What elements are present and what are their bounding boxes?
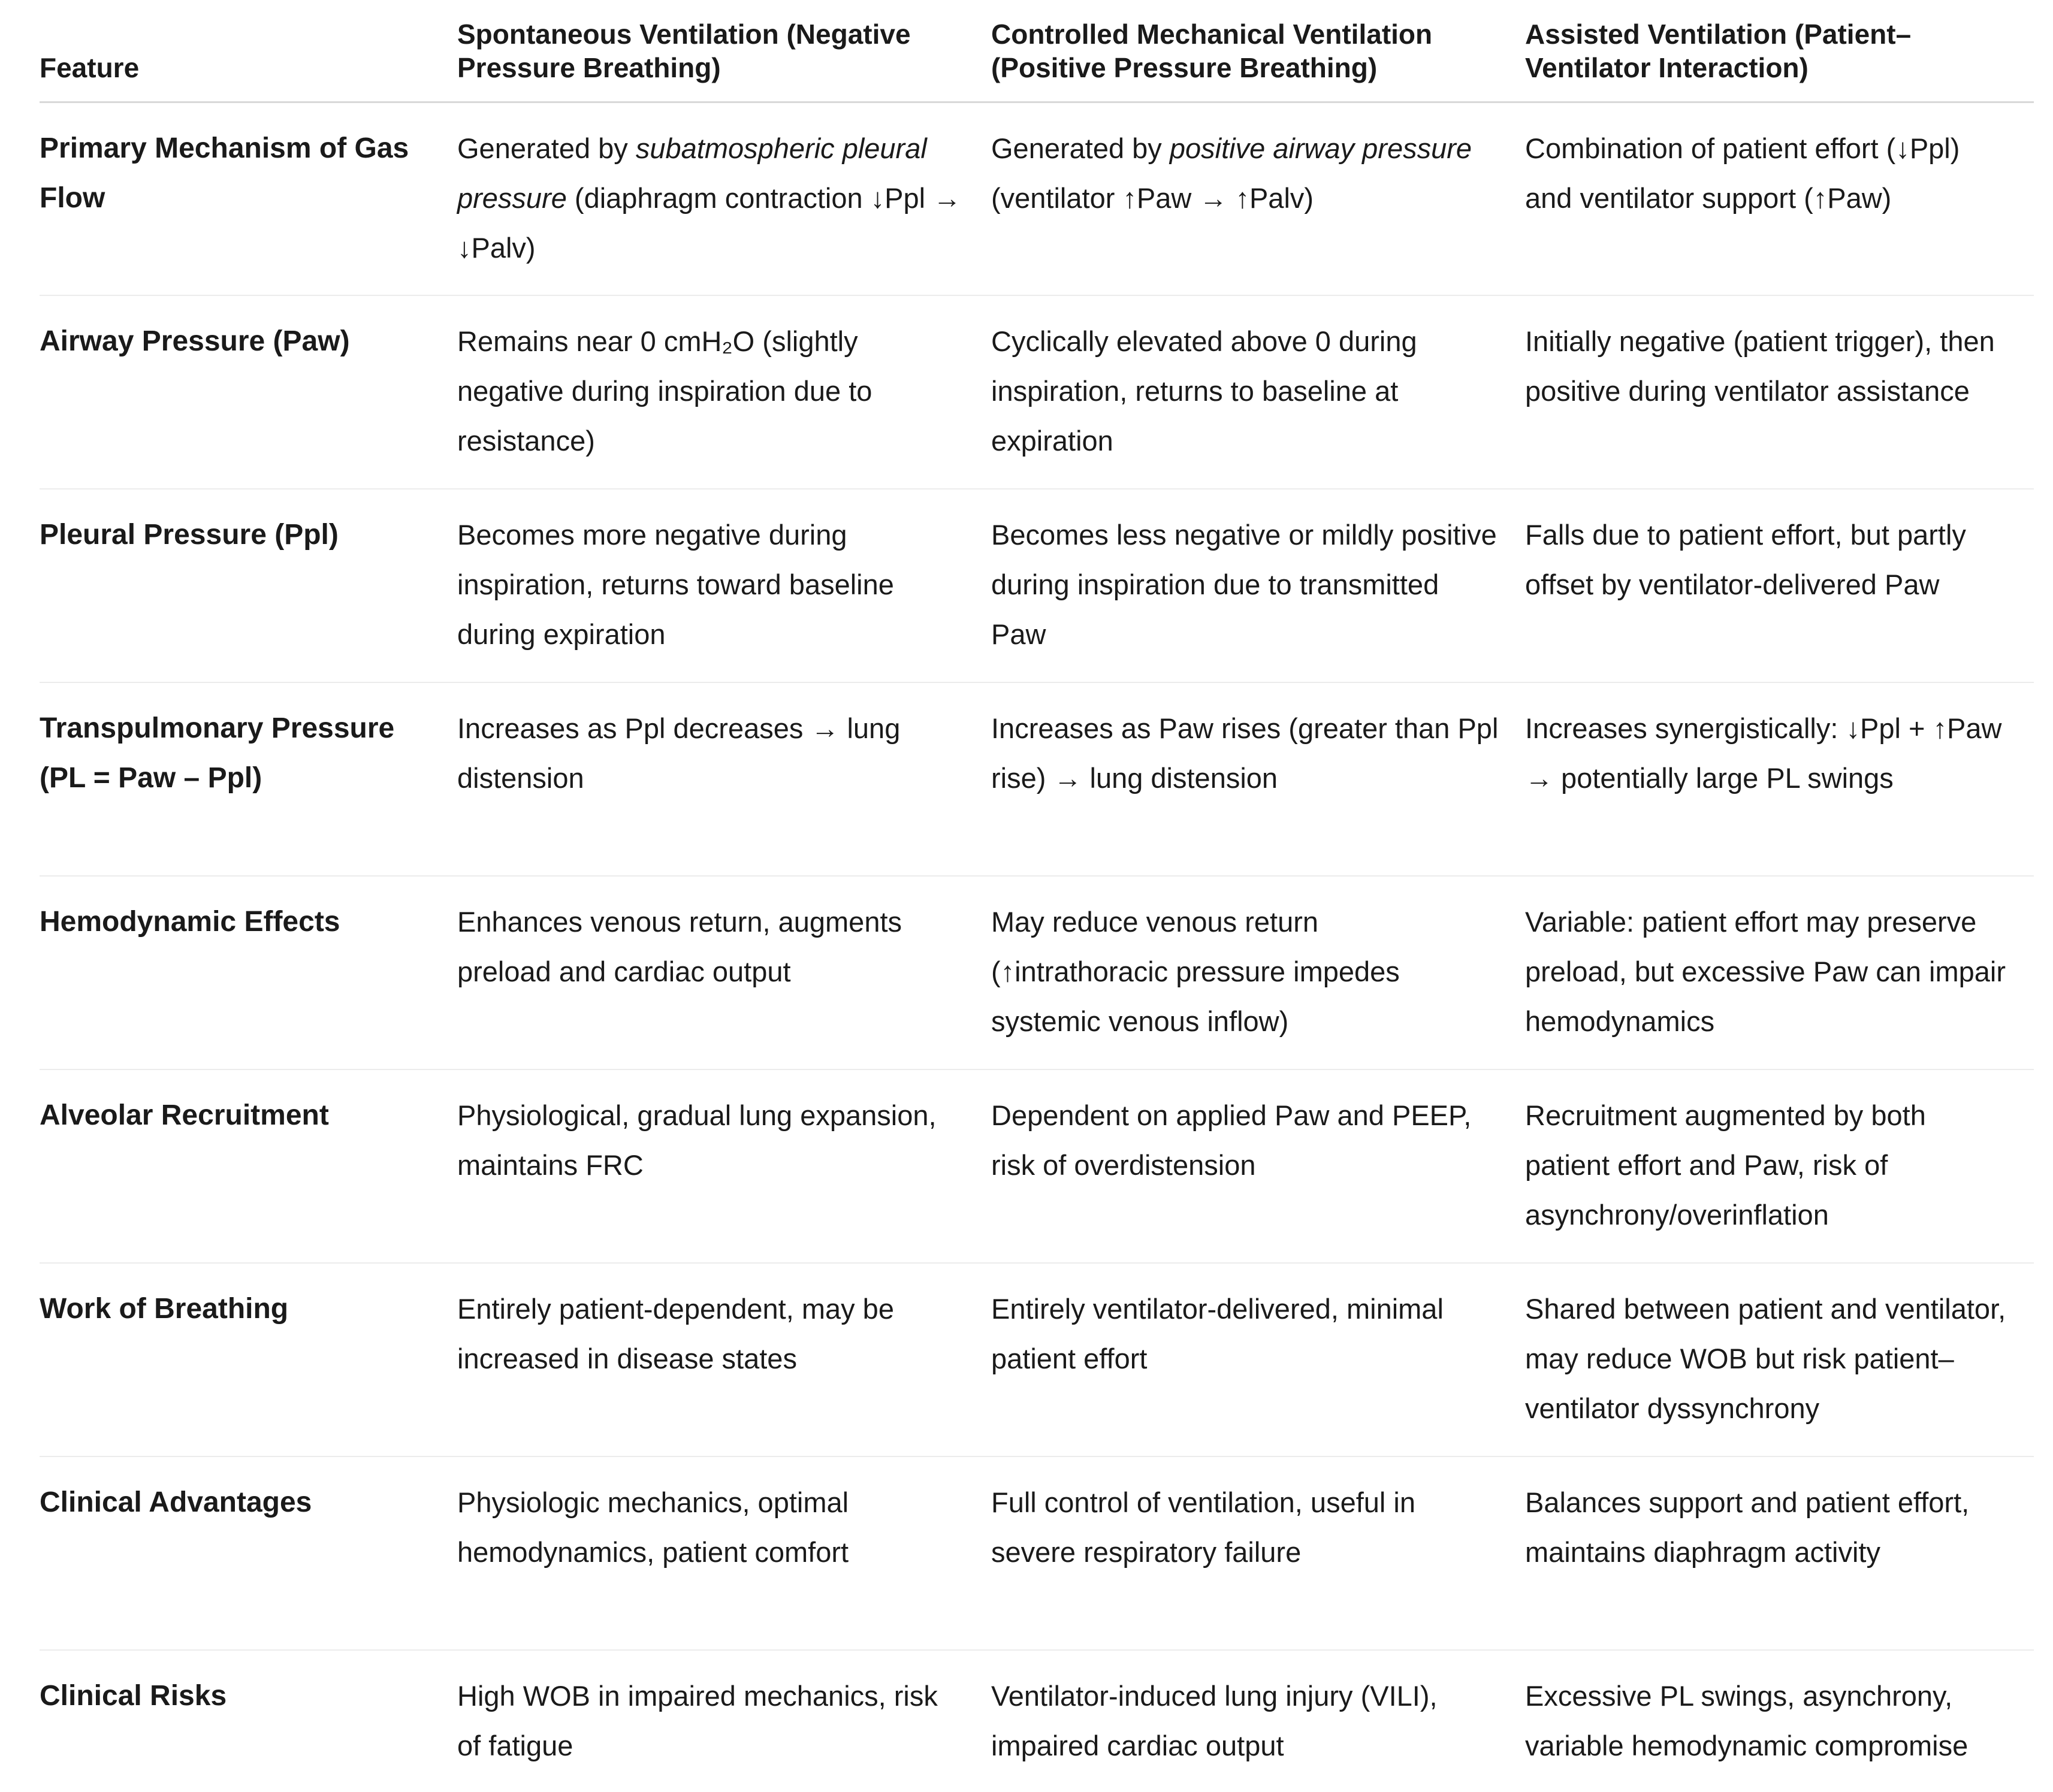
table-body [40,102,2034,1792]
table-row [40,489,2034,682]
table-row [40,295,2034,489]
cell-text: (ventilator ↑Paw → ↑Palv) [991,182,1314,214]
feature-cell: Clinical Risks [40,1680,227,1712]
spontaneous-cell: Enhances venous return, augments preload and cardiac output [457,876,991,1069]
header-row [40,0,2034,102]
controlled-cell: Increases as Paw rises (greater than Ppl rise) → lung distension [991,682,1525,876]
spontaneous-cell: Physiological, gradual lung expansion, maintains FRC [457,1069,991,1263]
controlled-cell: Entirely ventilator-delivered, minimal patient effort [991,1263,1525,1456]
spontaneous-cell: Becomes more negative during inspiration, returns toward baseline during expiration [457,489,991,682]
feature-cell: Transpulmonary Pressure (PL = Paw – Ppl) [40,682,457,876]
assisted-cell: Initially negative (patient trigger), then positive during ventilator assistance [1525,295,2034,489]
table-row [40,1650,2034,1792]
controlled-cell: Dependent on applied Paw and PEEP, risk of overdistension [991,1069,1525,1263]
assisted-cell: Excessive PL swings, asynchrony, variable hemodynamic compromise [1525,1680,1969,1761]
ventilation-comparison-table [40,0,2034,1792]
table-row [40,1456,2034,1650]
assisted-cell: Increases synergistically: ↓Ppl + ↑Paw → potentially large PL swings [1525,682,2034,876]
spontaneous-cell: High WOB in impaired mechanics, risk of fatigue [457,1680,938,1761]
feature-cell: Clinical Advantages [40,1456,457,1650]
spontaneous-cell: Physiologic mechanics, optimal hemodynamics, patient comfort [457,1456,991,1650]
table-header [40,0,2034,102]
feature-cell: Primary Mechanism of Gas Flow [40,102,457,295]
assisted-cell: Variable: patient effort may preserve preload, but excessive Paw can impair hemodynamics [1525,876,2034,1069]
cell-emphasis: positive airway pressure [1169,132,1472,164]
controlled-cell: May reduce venous return (↑intrathoracic pressure impedes systemic venous inflow) [991,876,1525,1069]
assisted-cell: Combination of patient effort (↓Ppl) and ventilator support (↑Paw) [1525,102,2034,295]
cell-text: Generated by [457,132,636,164]
table-row [40,1263,2034,1456]
controlled-cell: Becomes less negative or mildly positive during inspiration due to transmitted Paw [991,489,1525,682]
table-row [40,682,2034,876]
header-assisted: Assisted Ventilation (Patient–Ventilator Interaction) [1525,0,2034,102]
cell-text: (diaphragm contraction ↓Ppl → ↓Palv) [457,182,962,264]
spontaneous-cell: Entirely patient-dependent, may be increased in disease states [457,1263,991,1456]
feature-cell: Alveolar Recruitment [40,1069,457,1263]
cell-emphasis: subatmospheric pleural pressure [457,132,927,214]
feature-cell: Work of Breathing [40,1263,457,1456]
assisted-cell: Falls due to patient effort, but partly offset by ventilator-delivered Paw [1525,489,2034,682]
spontaneous-cell: Increases as Ppl decreases → lung distension [457,682,991,876]
controlled-cell: Ventilator-induced lung injury (VILI), impaired cardiac output [991,1680,1438,1761]
controlled-cell: Cyclically elevated above 0 during inspiration, returns to baseline at expiration [991,295,1525,489]
assisted-cell: Recruitment augmented by both patient effort and Paw, risk of asynchrony/overinflation [1525,1069,2034,1263]
header-controlled: Controlled Mechanical Ventilation (Positive Pressure Breathing) [991,0,1525,102]
table-row [40,876,2034,1069]
controlled-cell: Full control of ventilation, useful in severe respiratory failure [991,1456,1525,1650]
feature-cell: Pleural Pressure (Ppl) [40,489,457,682]
feature-cell: Airway Pressure (Paw) [40,295,457,489]
spontaneous-cell: Remains near 0 cmH₂O (slightly negative during inspiration due to resistance) [457,295,991,489]
header-feature: Feature [40,0,457,102]
header-spontaneous: Spontaneous Ventilation (Negative Pressure Breathing) [457,0,991,102]
controlled-cell [991,102,1525,295]
assisted-cell: Shared between patient and ventilator, may reduce WOB but risk patient–ventilator dyssynchrony [1525,1263,2034,1456]
feature-cell: Hemodynamic Effects [40,876,457,1069]
comparison-table-container [40,0,2034,1792]
table-row [40,1069,2034,1263]
cell-text: Generated by [991,132,1170,164]
spontaneous-cell [457,102,991,295]
assisted-cell: Balances support and patient effort, maintains diaphragm activity [1525,1456,2034,1650]
table-row [40,102,2034,295]
